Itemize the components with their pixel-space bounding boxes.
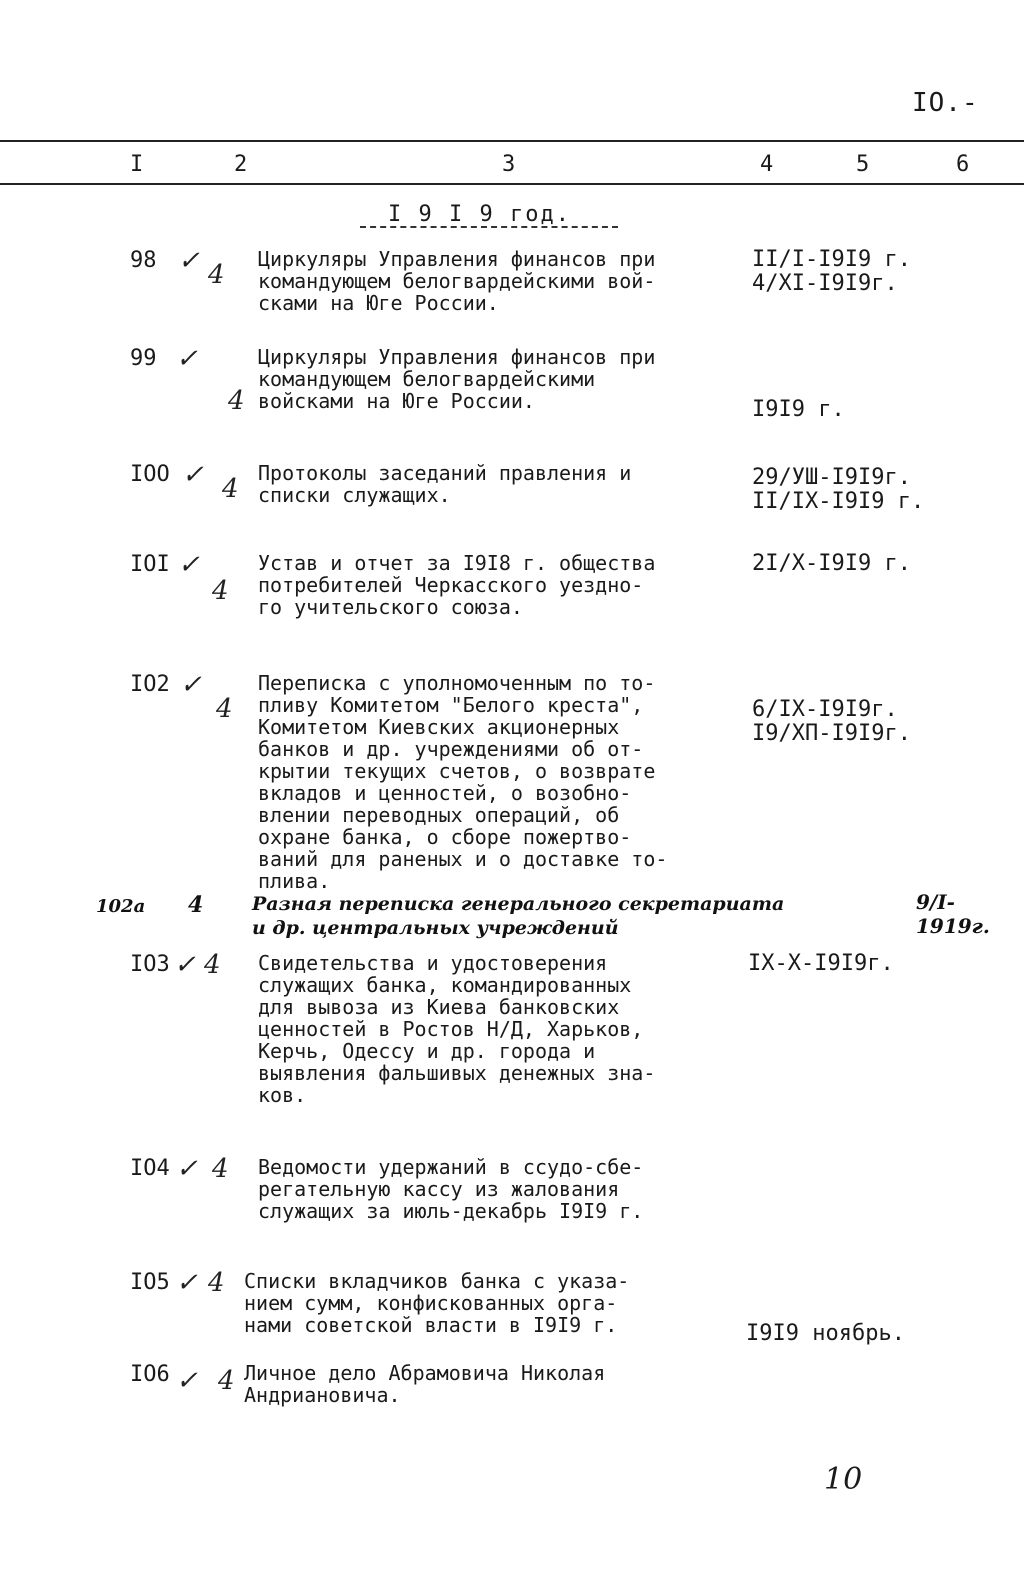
- entry-title: Списки вкладчиков банка с указа- нием сумм, конфискованных орга- нами советской власти в I9I9 г.: [244, 1269, 630, 1337]
- entry-title: Циркуляры Управления финансов при командующем белогвардейскими войсками на Юге России.: [258, 345, 656, 413]
- sheet-count: 4: [212, 576, 229, 606]
- entry-title: Переписка с уполномоченным по то- пливу Комитетом "Белого креста", Комитетом Киевских акционерных банков и др. учреждениями об от- крытии текущих счетов, о возврате вкладов и ценностей, о возобно- влении переводных операций, об охране банка, о сборе пожертво- ваний для раненых и о доставке то- плива.: [258, 671, 668, 893]
- entry-number: IO6: [130, 1362, 170, 1387]
- handwritten-entry-title: Разная переписка генерального секретариата и др. центральных учреждений: [252, 893, 785, 939]
- sheet-count: 4: [208, 260, 225, 290]
- entry-number: IOI: [130, 552, 170, 577]
- handwritten-entry-number: 102а: [96, 896, 146, 917]
- entry-number: IOO: [130, 462, 170, 487]
- entry-dates: 29/УШ-I9I9г. II/IX-I9I9 г.: [752, 465, 925, 514]
- checkmark: ✓: [174, 950, 196, 980]
- entry-title: Личное дело Абрамовича Николая Андриановича.: [244, 1361, 606, 1407]
- checkmark: ✓: [180, 670, 202, 700]
- sheet-count: 4: [208, 1268, 225, 1298]
- sheet-count: 4: [212, 1154, 229, 1184]
- checkmark: ✓: [182, 460, 204, 490]
- checkmark: ✓: [176, 1366, 198, 1396]
- checkmark: ✓: [176, 1154, 198, 1184]
- year-underline: [360, 226, 618, 228]
- entry-title: Устав и отчет за I9I8 г. общества потребителей Черкасского уездно- го учительского союза.: [258, 551, 656, 619]
- entry-title: Ведомости удержаний в ссудо-сбе- регательную кассу из жалования служащих за июль-декабрь I9I9 г.: [258, 1155, 644, 1223]
- checkmark: ✓: [176, 1268, 198, 1298]
- header-rule-top: [0, 140, 1024, 142]
- entry-dates: I9I9 ноябрь.: [746, 1321, 905, 1346]
- sheet-count: 4: [228, 386, 245, 416]
- entry-dates: 6/IX-I9I9г. I9/XП-I9I9г.: [752, 697, 911, 746]
- handwritten-sheet-count: 4: [188, 892, 204, 918]
- entry-number: 98: [130, 248, 157, 273]
- entry-title: Свидетельства и удостоверения служащих банка, командированных для вывоза из Киева банковских ценностей в Ростов Н/Д, Харьков, Керчь, Одессу и др. города и выявления фальшивых денежных зна- ков.: [258, 951, 656, 1107]
- entry-number: IO4: [130, 1156, 170, 1181]
- entry-dates: 2I/X-I9I9 г.: [752, 551, 911, 576]
- entry-number: IO3: [130, 952, 170, 977]
- header-rule-bottom: [0, 183, 1024, 185]
- entry-number: IO5: [130, 1270, 170, 1295]
- sheet-count: 4: [204, 950, 221, 980]
- sheet-count: 4: [216, 694, 233, 724]
- entry-title: Циркуляры Управления финансов при командующем белогвардейскими вой- сками на Юге России.: [258, 247, 656, 315]
- checkmark: ✓: [176, 344, 198, 374]
- column-number-5: 5: [856, 152, 870, 177]
- entry-number: IO2: [130, 672, 170, 697]
- entry-dates: II/I-I9I9 г. 4/XI-I9I9г.: [752, 247, 911, 296]
- handwritten-entry-date: 9/I-1919г.: [916, 890, 990, 938]
- checkmark: ✓: [178, 246, 200, 276]
- page-number: IO.-: [912, 88, 979, 118]
- column-number-3: 3: [502, 152, 516, 177]
- entry-number: 99: [130, 346, 157, 371]
- column-number-4: 4: [760, 152, 774, 177]
- column-number-2: 2: [234, 152, 248, 177]
- entry-title: Протоколы заседаний правления и списки служащих.: [258, 461, 632, 507]
- sheet-count: 4: [218, 1366, 235, 1396]
- entry-dates: IX-X-I9I9г.: [748, 951, 894, 976]
- sheet-count: 4: [222, 474, 239, 504]
- column-number-1: I: [130, 152, 144, 177]
- checkmark: ✓: [178, 550, 200, 580]
- entry-dates: I9I9 г.: [752, 397, 845, 422]
- column-number-6: 6: [956, 152, 970, 177]
- handwritten-page-number: 10: [824, 1462, 863, 1497]
- year-heading: I 9 I 9 год.: [388, 202, 571, 227]
